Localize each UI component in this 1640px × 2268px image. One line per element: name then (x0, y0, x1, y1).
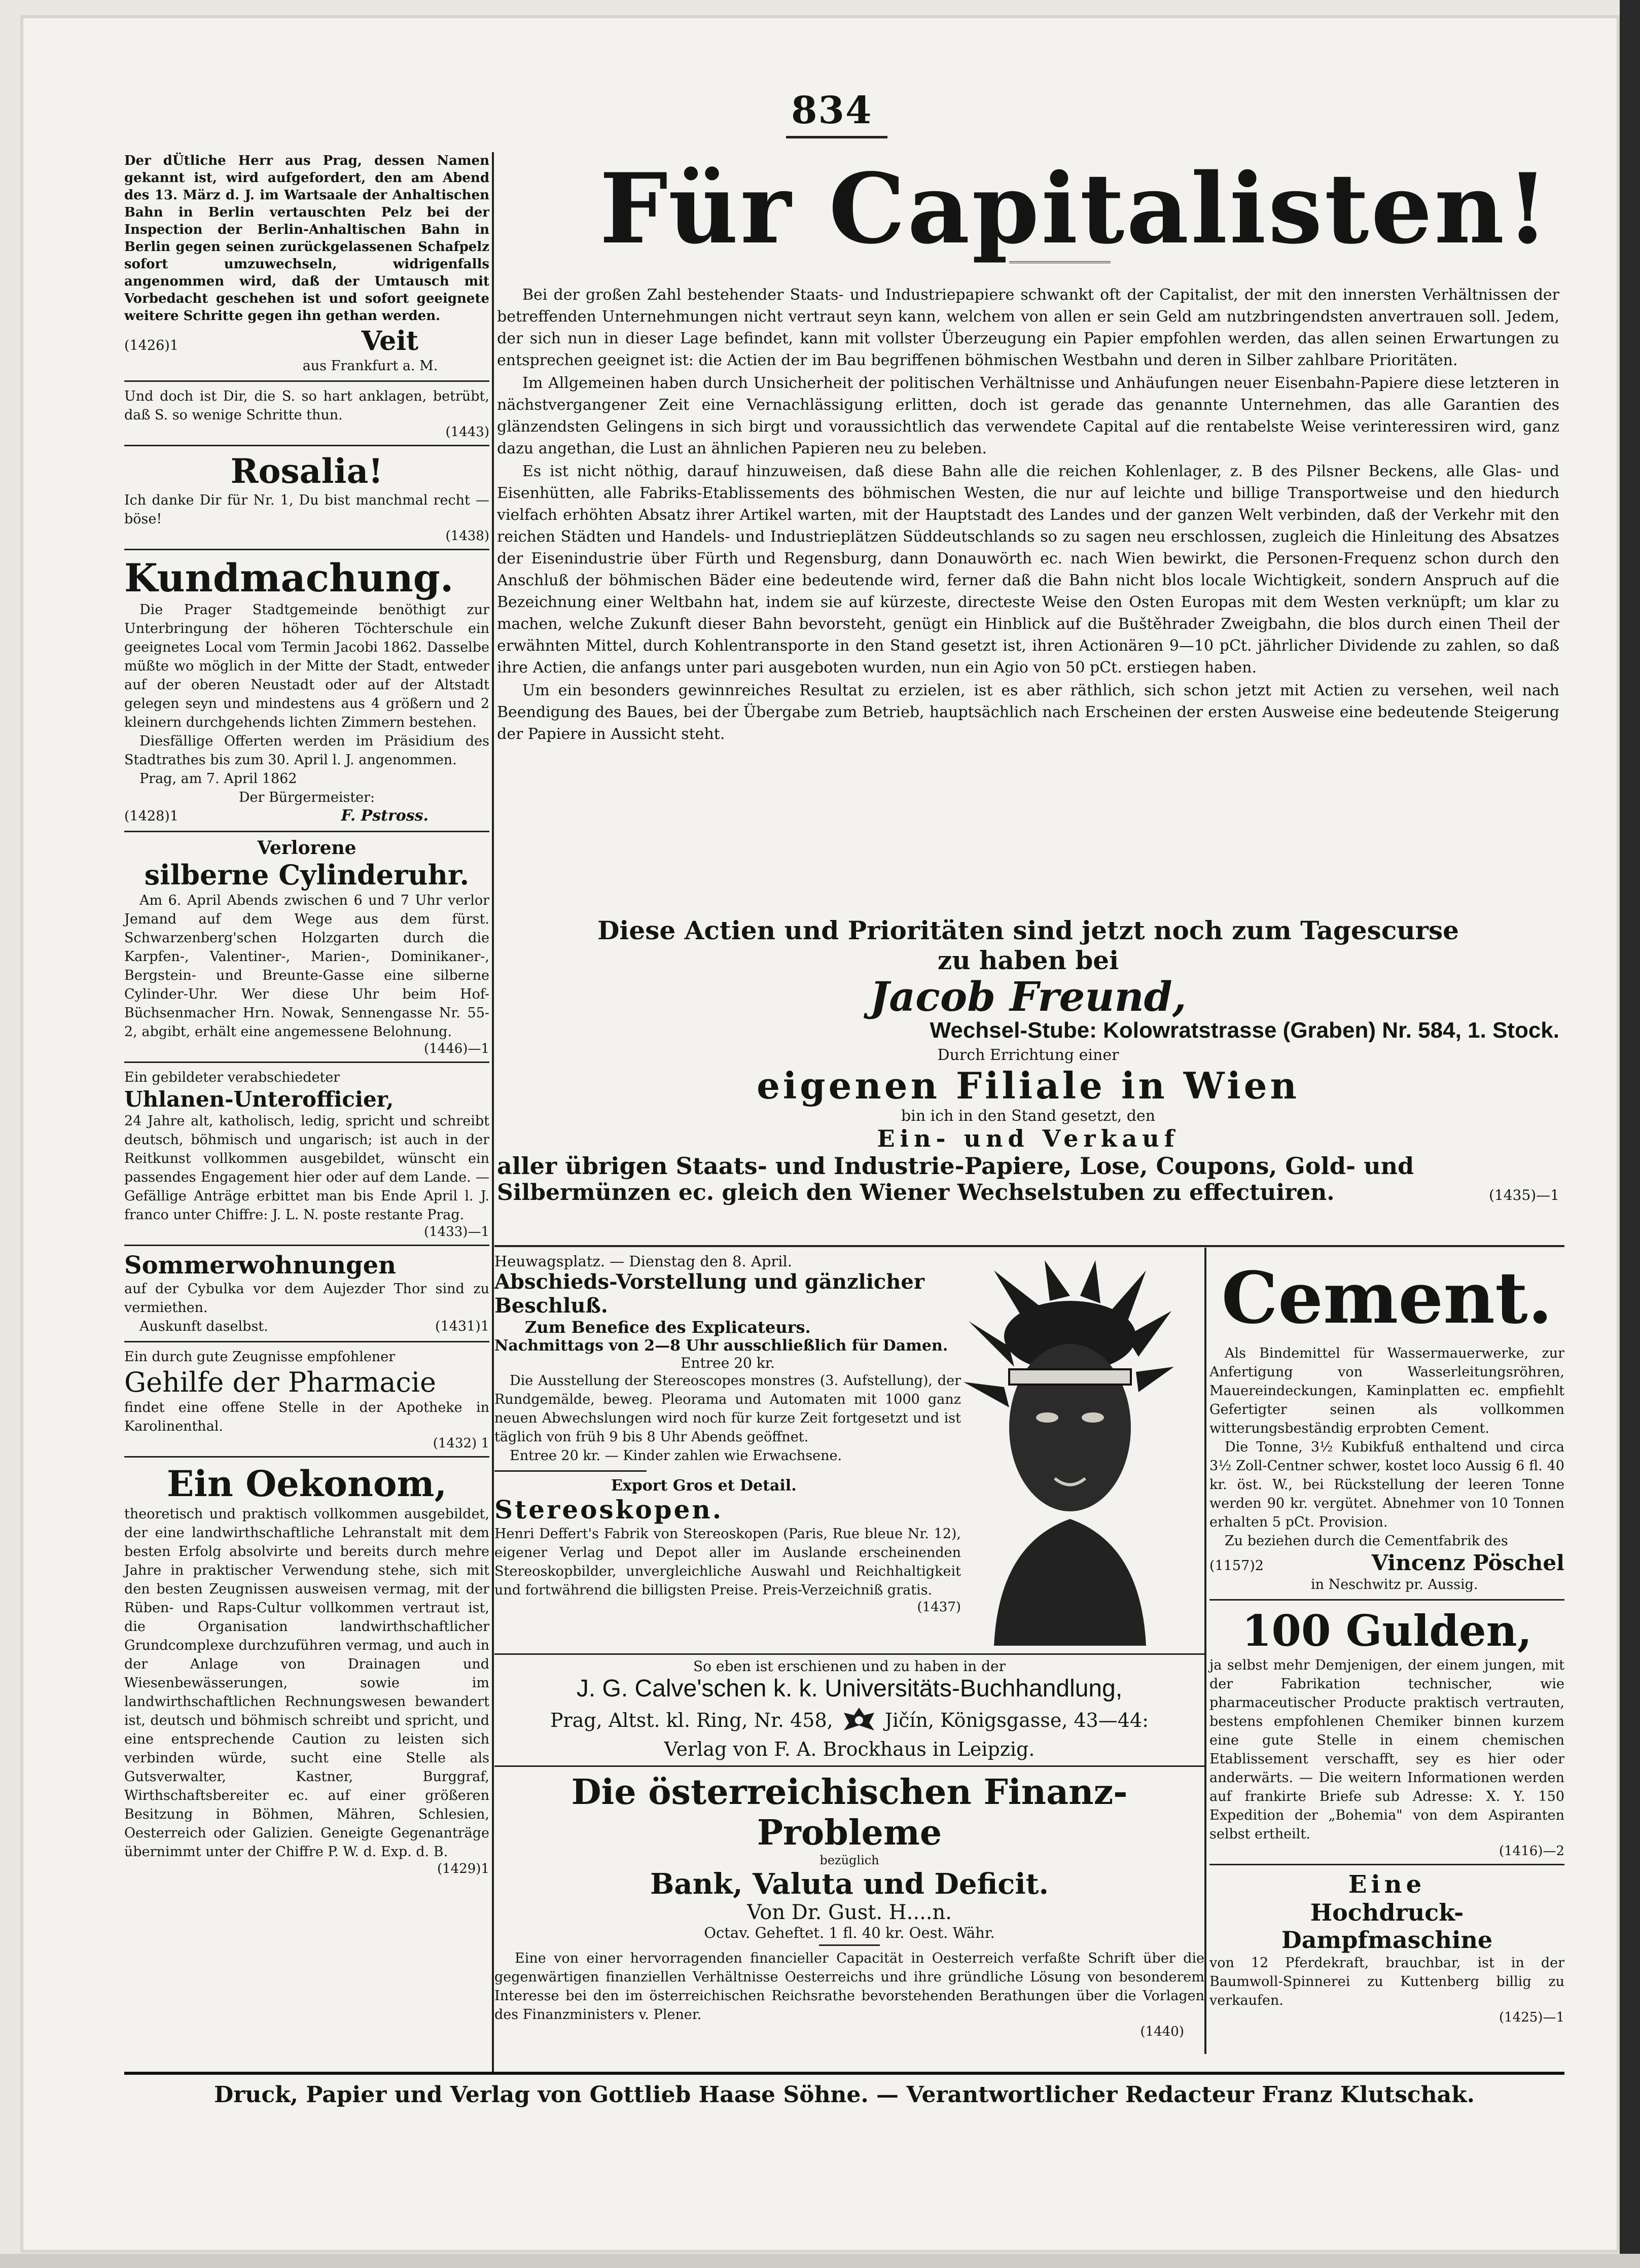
uhlan-ref: (1433)—1 (424, 1224, 489, 1239)
firm-name: Jacob Freund, (870, 973, 1187, 1020)
main-ad-paragraph: Um ein besonders gewinnreiches Resultat zu erzielen, ist es aber räthlich, sich schon jetzt mit Actien zu versehen, weil nach Beendigung des Baues, bei der Übergabe zum Betrieb, hauptsächlich nach Erscheinen der ersten Ausweise eine bedeutende Steigerung der Papiere in Aussicht steht. (497, 682, 1559, 743)
gulden-ref: (1416)—2 (1499, 1844, 1564, 1859)
main-ad-ref: (1435)—1 (1489, 1187, 1559, 1203)
divider (124, 1456, 489, 1458)
stereo-text: Henri Deffert's Fabrik von Stereoskopen (Paris, Rue bleue Nr. 12), eigener Verlag und Depot aller im Auslande erscheinenden Stereoskopbilder, unvergleichliche Auswahl und Reichhaltigkeit und fortwährend die billigsten Preise. Preis-Verzeichniß gratis. (494, 1526, 961, 1598)
abschied-heading: Abschieds-Vorstellung und gänzlicher Beschluß. (494, 1270, 924, 1318)
filiale-heading: eigenen Filiale in Wien (757, 1064, 1300, 1107)
verlorene-label: Verlorene (257, 837, 356, 859)
page-number: 834 (791, 89, 873, 132)
entree-2: Entree 20 kr. — Kinder zahlen wie Erwachsene. (510, 1448, 842, 1464)
column-divider-right (1204, 1248, 1206, 2054)
calve-book-ad (494, 1653, 1204, 2039)
divider (819, 1944, 880, 1946)
book-title: Die österreichischen Finanz-Probleme (571, 1772, 1128, 1853)
stereo-title: Stereoskopen. (494, 1495, 724, 1525)
oekonom-ref: (1429)1 (437, 1861, 489, 1876)
eine-label: Eine (1348, 1870, 1426, 1899)
divider (494, 1653, 1204, 1655)
book-subtitle: Bank, Valuta und Deficit. (650, 1867, 1049, 1901)
sommer-ref: (1431)1 (435, 1319, 489, 1334)
cement-title: Cement. (1221, 1257, 1553, 1340)
oekonom-title: Ein Oekonom, (167, 1463, 447, 1505)
book-bezuglich: bezüglich (819, 1853, 879, 1867)
rosalia-ref: (1438) (445, 528, 489, 544)
scan-edge-right (1620, 0, 1640, 2268)
imprint-footer (124, 2072, 1564, 2108)
divider (494, 1470, 647, 1472)
main-ad-paragraph: Bei der großen Zahl bestehender Staats- und Industriepapiere schwankt oft der Capitalist, der mit den innersten Verhältnissen der betreffenden Unternehmungen nicht vertraut seyn kann, welchem von allen er sein Geld am nutzbringendsten anvertrauen soll. Jedem, der sich nun in dieser Lage befindet, kann mit vollster Überzeugung ein Papier empfohlen werden, das allen seinen Erwartungen zu entsprechen geeignet ist: die Actien der im Bau begriffenen böhmischen Westbahn und deren in Silber zahlbare Prioritäten. (497, 286, 1559, 369)
column-divider (492, 152, 494, 2074)
kundmachung-mayor-label: Der Bürgermeister: (238, 790, 375, 805)
imprint-text: Druck, Papier und Verlag von Gottlieb Haase Söhne. — Verantwortlicher Redacteur Franz Klutschak. (214, 2082, 1475, 2108)
gulden-title: 100 Gulden, (1242, 1606, 1532, 1656)
divider (124, 1061, 489, 1063)
kundmachung-date: Prag, am 7. April 1862 (139, 771, 297, 787)
kundmachung-text-1: Die Prager Stadtgemeinde benöthigt zur Unterbringung der höheren Töchterschule ein geeignetes Local vom Termin Jacobi 1862. Dasselbe müßte wo möglich in der Mitte der Stadt, entweder auf der oberen Neustadt oder auf der Altstadt gelegen seyn und mindestens aus 4 größern und 2 kleinern durchgehends lichten Zimmern bestehen. (124, 602, 489, 730)
calve-address-jicin: Jičín, Königsgasse, 43—44: (884, 1709, 1149, 1731)
book-price: Octav. Geheftet. 1 fl. 40 kr. Oest. Währ. (704, 1924, 995, 1941)
cement-ref: (1157)2 (1209, 1558, 1264, 1574)
benefice-line: Zum Benefice des Explicateurs. (525, 1318, 811, 1337)
divider (1209, 1864, 1564, 1865)
pharm-ref: (1432) 1 (433, 1436, 489, 1451)
scan-edge-bottom (0, 2254, 1640, 2268)
footer-rule (124, 2072, 1564, 2075)
divider (124, 1245, 489, 1246)
divider (124, 380, 489, 382)
entree-1: Entree 20 kr. (681, 1355, 775, 1371)
cement-place: in Neschwitz pr. Aussig. (1311, 1577, 1478, 1592)
veit-sub: aus Frankfurt a. M. (302, 358, 438, 374)
divider (124, 549, 489, 550)
nachmittags-line: Nachmittags von 2—8 Uhr ausschließlich für Damen. (494, 1337, 948, 1355)
uhlan-text: 24 Jahre alt, katholisch, ledig, spricht und schreibt deutsch, böhmisch und ungarisch; ist auch in der Reitkunst vollkommen ausgebildet, wünscht ein passendes Engagement hier oder auf dem Lande. — Gefällige Anträge erbittet man bis Ende April l. J. franco unter Chiffre: J. L. N. poste restante Prag. (124, 1113, 489, 1223)
und-doch-text: Und doch ist Dir, die S. so hart anklagen, betrübt, daß S. so wenige Schritte thun. (124, 388, 489, 423)
divider (124, 445, 489, 446)
divider (494, 1765, 1204, 1767)
divider (124, 1341, 489, 1342)
ein-verkauf-heading: Ein- und Verkauf (877, 1125, 1180, 1152)
sommer-text: auf der Cybulka vor dem Aujezder Thor sind zu vermiethen. (124, 1281, 489, 1316)
dampf-text: von 12 Pferdekraft, brauchbar, ist in der Baumwoll-Spinnerei zu Kuttenberg billig zu verkaufen. (1209, 1955, 1564, 2008)
export-label: Export Gros et Detail. (611, 1477, 797, 1495)
uhr-ref: (1446)—1 (424, 1041, 489, 1056)
cement-price: Die Tonne, 3½ Kubikfuß enthaltend und circa 3½ Zoll-Centner schwer, kostet loco Aussig 6 fl. 40 kr. öst. W., bei Rückstellung der leeren Tonne werden 90 kr. vergütet. Abnehmer von 10 Tonnen erhalten 5 pCt. Provision. (1209, 1439, 1564, 1530)
uhr-title: silberne Cylinderuhr. (144, 859, 470, 891)
silber-line: Silbermünzen ec. gleich den Wiener Wechselstuben zu effectuiren. (497, 1180, 1335, 1206)
promo-line-2: zu haben bei (937, 945, 1119, 975)
uhlan-intro: Ein gebildeter verabschiedeter (124, 1070, 340, 1085)
ausstellung-text: Die Ausstellung der Stereoscopes monstres (3. Aufstellung), der Rundgemälde, beweg. Pleorama und Automaten mit 1000 ganz neuen Abwechslungen wird noch für kurze Zeit fortgesetzt und ist täglich von früh 9 bis 8 Uhr Abends geöffnet. (494, 1373, 961, 1445)
uhlan-title: Uhlanen-Unterofficier, (124, 1087, 394, 1112)
und-doch-ref: (1443) (445, 424, 489, 440)
main-ad-paragraph: Im Allgemeinen haben durch Unsicherheit der politischen Verhältnisse und Anhäufungen neuer Eisenbahn-Papiere diese letzteren in nächstvergangener Zeit eine Vernachlässigung erlitten, doch ist gerade das genannte Unternehmen, das alle Garantien des glänzendsten Gelingens in sich birgt und voraussichtlich das verwendete Capital auf die rentabelste Weise verinteressiren wird, ganz dazu angethan, die Lust an ähnlichen Papieren neu zu beleben. (497, 374, 1559, 457)
bin-ich-label: bin ich in den Stand gesetzt, den (901, 1107, 1156, 1125)
sommer-auskunft: Auskunft daselbst. (139, 1319, 268, 1334)
veit-ref: (1426)1 (124, 338, 179, 353)
mid-divider (494, 1245, 1564, 1247)
gulden-text: ja selbst mehr Demjenigen, der einem jungen, mit der Fabrikation technischer, wie pharmaceutischer Producte praktisch vertrauten, bestens empfohlenen Chemiker binnen kurzem eine gute Stelle in einem chemischen Etablissement verschafft, sey es hier oder anderwärts. — Die weitern Informationen werden auf frankirte Briefe sub Adresse: X. Y. 150 Expedition der „Bohemia" von dem Aspiranten selbst ertheilt. (1209, 1657, 1564, 1842)
book-desc: Eine von einer hervorragenden financieller Capacität in Oesterreich verfaßte Schrift über die gegenwärtigen finanziellen Verhältnisse Oesterreichs und ihre gründliche Lösung von besonderem Interesse bei den im österreichischen Reichsrathe bevorstehenden Berathungen über die Vorlagen des Finanzministers v. Plener. (494, 1951, 1204, 2023)
calve-intro: So eben ist erschienen und zu haben in der (693, 1658, 1006, 1675)
cement-fabrik: Zu beziehen durch die Cementfabrik des (1225, 1533, 1508, 1549)
stereoscope-ad (494, 1253, 961, 1615)
stereo-ref: (1437) (917, 1600, 961, 1615)
divider (1209, 1599, 1564, 1601)
feathered-headdress-portrait-icon (964, 1260, 1176, 1646)
divider (124, 831, 489, 832)
right-column (1209, 1253, 1564, 2025)
notice-prag: Der dÜtliche Herr aus Prag, dessen Namen gekannt ist, wird aufgefordert, den am Abend des 13. März d. J. im Wartsaale der Anhaltischen Bahn in Berlin vertauschten Pelz bei der Inspection der Berlin-Anhaltischen Bahn in Berlin gegen seinen zurückgelassenen Schafpelz sofort umzuwechseln, widrigenfalls angenommen wird, daß der Umtausch mit Vorbedacht geschehen ist und sofort geeignete weitere Schritte gegen ihn gethan werden. (124, 153, 489, 324)
cement-text: Als Bindemittel für Wassermauerwerke, zur Anfertigung von Wasserleitungsröhren, Mauereindeckungen, Kaminplatten ec. empfiehlt Gefertigter seinen als vollkommen witterungsbeständig erprobten Cement. (1209, 1345, 1564, 1436)
uhr-text: Am 6. April Abends zwischen 6 und 7 Uhr verlor Jemand auf dem Wege aus dem fürst. Schwarzenberg'schen Holzgarten durch die Karpfen-, Valentiner-, Marien-, Dominikaner-, Bergstein- und Breunte-Gasse eine silberne Cylinder-Uhr. Wer diese Uhr beim Hof-Büchsenmacher Hrn. Nowak, Sennengasse Nr. 55-2, abgibt, erhält eine angemessene Belohnung. (124, 893, 489, 1040)
main-ad-paragraph: Es ist nicht nöthig, darauf hinzuweisen, daß diese Bahn alle die reichen Kohlenlager, z. B des Pilsner Beckens, alle Glas- und Eisenhütten, alle Fabriks-Etablissements des böhmischen Westen, die nur auf leichte und billige Transportweise und den hiedurch vielfach erhöhten Absatz ihrer Artikel warten, mit der Hauptstadt des Landes und der ganzen Welt verbinden, daß der Verkehr mit den reichen Städten und Handels- und Industrieplätzen Süddeutschlands so zu sagen neu erschlossen, zugleich die Hinleitung des Absatzes der Eisenindustrie über Fürth und Regensburg, dann Donauwörth ec. nach Wien bewirkt, die Personen-Frequenz schon durch den Anschluß der böhmischen Bäder eine bedeutende wird, ferner daß die Bahn nicht blos locale Wichtigkeit, sondern Anspruch auf die Bezeichnung einer Weltbahn hat, indem sie auf kürzeste, directeste Weise den Osten Europas mit dem Westen verknüpft; um klar zu machen, welche Zukunft dieser Bahn bevorsteht, genügt ein Hinblick auf die Buštěhrader Zweigbahn, die blos durch einen Theil der erwähnten Mittel, durch Kohlentransporte in den Stand gesetzt ist, ihren Actionären 9—10 pCt. jährlicher Dividende zu zahlen, so daß ihre Actien, die anfangs unter pari ausgeboten wurden, nun ein Agio von 50 pCt. erstiegen haben. (497, 463, 1559, 677)
kundmachung-title: Kundmachung. (124, 555, 454, 600)
rosalia-text: Ich danke Dir für Nr. 1, Du bist manchmal recht — böse! (124, 492, 489, 527)
book-ref: (1440) (1140, 2024, 1184, 2039)
sommer-title: Sommerwohnungen (124, 1251, 397, 1280)
calve-shop: J. G. Calve'schen k. k. Universitäts-Buchhandlung, (576, 1675, 1123, 1702)
kundmachung-ref: (1428)1 (124, 808, 179, 824)
pharm-title: Gehilfe der Pharmacie (124, 1366, 437, 1398)
pharm-text: findet eine offene Stelle in der Apotheke in Karolinenthal. (124, 1400, 489, 1434)
dampf-ref: (1425)—1 (1499, 2010, 1564, 2025)
rosalia-title: Rosalia! (230, 451, 383, 491)
left-column (124, 152, 489, 1876)
double-eagle-icon (841, 1703, 877, 1738)
ornament-rule (1009, 261, 1111, 278)
book-author: Von Dr. Gust. H....n. (747, 1901, 952, 1924)
firm-address: Wechsel-Stube: Kolowratstrasse (Graben) Nr. 584, 1. Stock. (930, 1018, 1559, 1043)
pharm-intro: Ein durch gute Zeugnisse empfohlener (124, 1349, 396, 1365)
dampf-title: Hochdruck-Dampfmaschine (1281, 1899, 1493, 1954)
calve-address-prag: Prag, Altst. kl. Ring, Nr. 458, (550, 1709, 833, 1731)
durch-label: Durch Errichtung einer (937, 1046, 1119, 1064)
heuwagsplatz: Heuwagsplatz. — Dienstag den 8. April. (494, 1253, 793, 1270)
main-ad-title: Für Capitalisten! (599, 152, 1551, 265)
calve-verlag: Verlag von F. A. Brockhaus in Leipzig. (664, 1738, 1035, 1760)
main-ad-body (497, 284, 1559, 746)
main-ad-promo (497, 915, 1559, 1206)
veit-name: Veit (361, 326, 418, 357)
kundmachung-text-2: Diesfällige Offerten werden im Präsidium des Stadtrathes bis zum 30. April l. J. angenommen. (124, 733, 489, 768)
kundmachung-signature: F. Pstross. (341, 807, 429, 825)
cement-name: Vincenz Pöschel (1371, 1550, 1564, 1575)
oekonom-text: theoretisch und praktisch vollkommen ausgebildet, der eine landwirthschaftliche Lehranstalt mit dem besten Erfolg absolvirte und bereits durch mehre Jahre in praktischer Verwendung stehe, sich mit den besten Zeugnissen ausweisen vermag, mit der Rüben- und Raps-Cultur vollkommen vertraut ist, die Organisation landwirthschaftlicher Grundcomplexe durchzuführen vermag, und auch in der Anlage von Drainagen und Wiesenbewässerungen, sowie im landwirthschaftlichen Rechnungswesen bewandert ist, deutsch und böhmisch schreibt und spricht, und eine entsprechende Caution zu leisten sich verbinden würde, sucht eine Stelle als Gutsverwalter, Kastner, Burggraf, Wirthschaftsbereiter ec. auf einer größeren Besitzung in Böhmen, Mähren, Schlesien, Oesterreich oder Galizien. Geneigte Gegenanträge übernimmt unter der Chiffre P. W. d. Exp. d. B. (124, 1506, 489, 1860)
promo-line-1: Diese Actien und Prioritäten sind jetzt noch zum Tagescurse (597, 915, 1459, 945)
page-number-rule (786, 136, 887, 138)
aller-line: aller übrigen Staats- und Industrie-Papiere, Lose, Coupons, Gold- und (497, 1152, 1414, 1180)
